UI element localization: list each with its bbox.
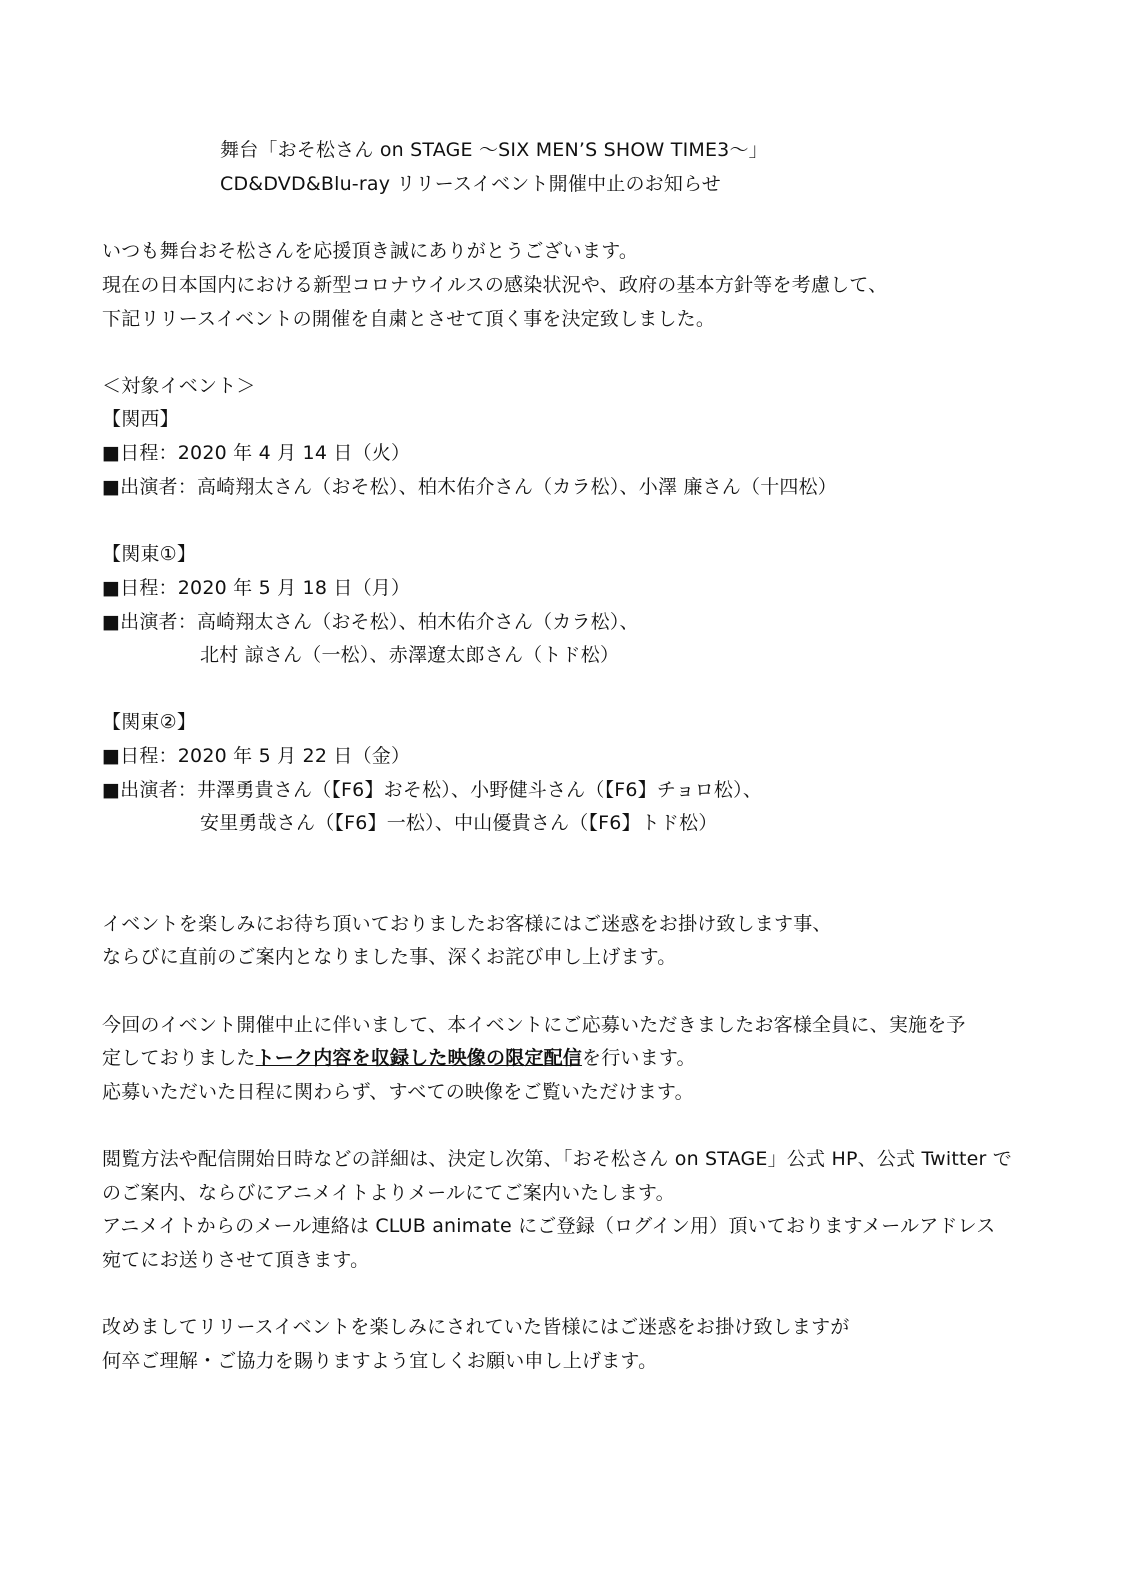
event-cast-kanto2-cont: 安里勇哉さん（【F6】一松）、中山優貴さん（【F6】トド松） <box>200 812 718 834</box>
stream-line-1: 今回のイベント開催中止に伴いまして、本イベントにご応募いただきましたお客様全員に、実施を予 <box>102 1014 966 1036</box>
event-date-kanto1: ■日程：2020 年 5 月 18 日（月） <box>102 577 411 599</box>
event-date-kansai: ■日程：2020 年 4 月 14 日（火） <box>102 442 411 464</box>
events-heading: ＜対象イベント＞ <box>102 375 256 397</box>
details-line-3: アニメイトからのメール連絡は CLUB animate にご登録（ログイン用）頂いておりますメールアドレス <box>102 1215 996 1237</box>
apology-line-2: ならびに直前のご案内となりました事、深くお詫び申し上げます。 <box>102 946 677 968</box>
closing-line-2: 何卒ご理解・ご協力を賜りますよう宜しくお願い申し上げます。 <box>102 1350 658 1372</box>
event-cast-kanto2: ■出演者：井澤勇貴さん（【F6】おそ松）、小野健斗さん（【F6】チョロ松）、 <box>102 779 763 801</box>
event-cast-kanto1-cont: 北村 諒さん（一松）、赤澤遼太郎さん（トド松） <box>200 644 620 666</box>
details-line-1: 閲覧方法や配信開始日時などの詳細は、決定し次第、「おそ松さん on STAGE」公式 HP、公式 Twitter で <box>102 1148 1012 1170</box>
intro-line-1: いつも舞台おそ松さんを応援頂き誠にありがとうございます。 <box>102 240 639 262</box>
stream-line-2-pre: 定しておりました <box>102 1047 256 1069</box>
stream-line-3: 応募いただいた日程に関わらず、すべての映像をご覧いただけます。 <box>102 1081 694 1103</box>
stream-line-2-post: を行います。 <box>582 1047 696 1069</box>
event-region-kanto1: 【関東①】 <box>102 543 197 565</box>
intro-line-3: 下記リリースイベントの開催を自粛とさせて頂く事を決定致しました。 <box>102 308 716 330</box>
event-region-kanto2: 【関東②】 <box>102 711 197 733</box>
stream-line-2 <box>102 1044 696 1072</box>
details-line-4: 宛てにお送りさせて頂きます。 <box>102 1249 370 1271</box>
closing-line-1: 改めましてリリースイベントを楽しみにされていた皆様にはご迷惑をお掛け致しますが <box>102 1316 850 1338</box>
limited-stream-highlight: トーク内容を収録した映像の限定配信 <box>255 1047 583 1069</box>
details-line-2: のご案内、ならびにアニメイトよりメールにてご案内いたします。 <box>102 1182 675 1204</box>
event-cast-kanto1: ■出演者：高崎翔太さん（おそ松）、柏木佑介さん（カラ松）、 <box>102 611 639 633</box>
title-line-1: 舞台「おそ松さん on STAGE ～SIX MEN’S SHOW TIME3～」 <box>220 139 768 161</box>
title-line-2: CD&DVD&Blu-ray リリースイベント開催中止のお知らせ <box>220 173 721 195</box>
event-date-kanto2: ■日程：2020 年 5 月 22 日（金） <box>102 745 411 767</box>
intro-line-2: 現在の日本国内における新型コロナウイルスの感染状況や、政府の基本方針等を考慮して、 <box>102 274 888 296</box>
event-region-kansai: 【関西】 <box>102 408 179 430</box>
event-cast-kansai: ■出演者：高崎翔太さん（おそ松）、柏木佑介さん（カラ松）、小澤 廉さん（十四松） <box>102 476 837 498</box>
apology-line-1: イベントを楽しみにお待ち頂いておりましたお客様にはご迷惑をお掛け致します事、 <box>102 913 832 935</box>
